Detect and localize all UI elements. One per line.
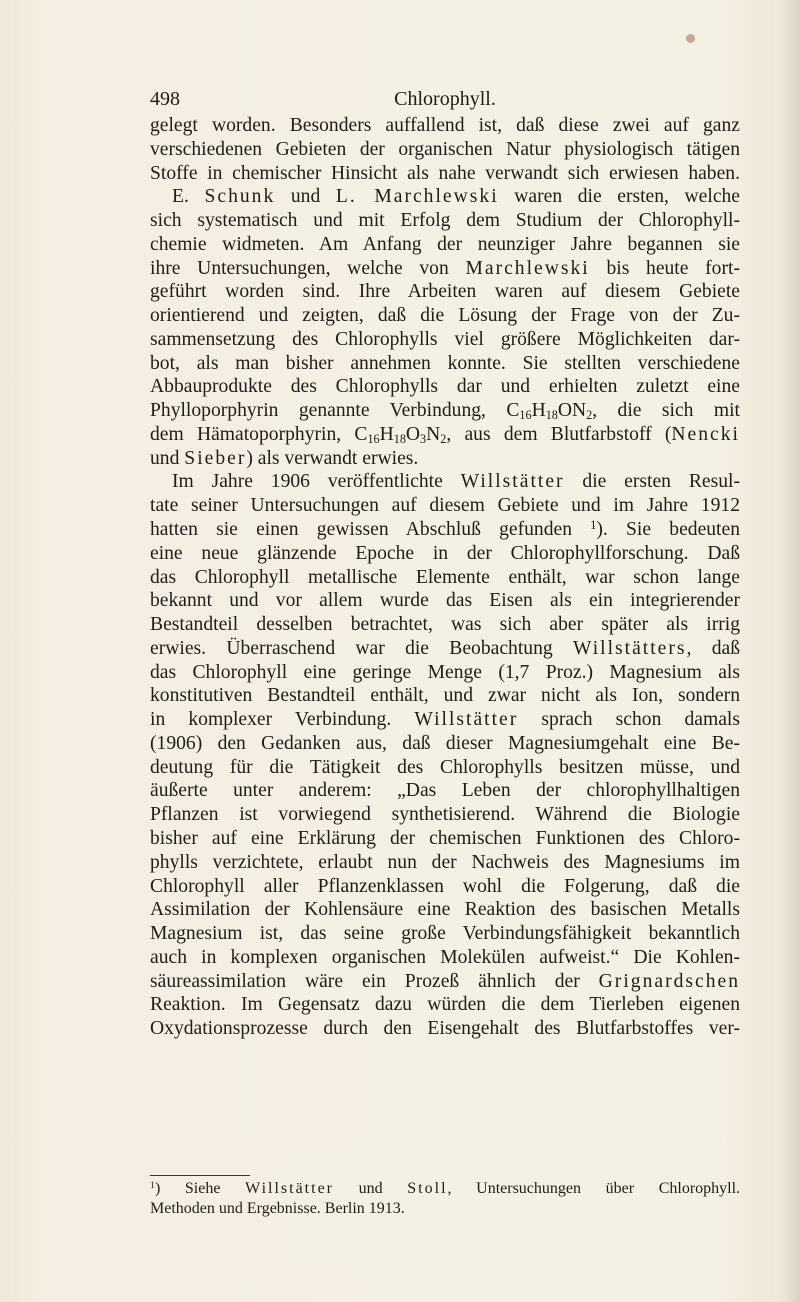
text-span: ihre Untersuchungen, welche von [150, 257, 449, 279]
subscript: 16 [519, 408, 532, 423]
text-line: eine neue glänzende Epoche in der Chlorophyllforschung. Daß [150, 542, 740, 564]
text-line [150, 447, 740, 471]
subscript: 16 [367, 431, 380, 446]
text-line: auch in komplexen organischen Molekülen aufweist.“ Die Kohlen- [150, 946, 740, 968]
footnote-ref[interactable]: 1 [590, 517, 597, 532]
text-span: bis heute fort- [606, 257, 740, 279]
text-line: gelegt worden. Besonders auffallend ist, daß diese zwei auf ganz [150, 115, 740, 136]
text-line: bekannt und vor allem wurde das Eisen als ein integrierender [150, 590, 740, 612]
text-span: ON [557, 400, 587, 422]
text-line: (1906) den Gedanken aus, daß dieser Magnesiumgehalt eine Be- [150, 732, 740, 754]
author-name: Grignardschen [598, 970, 740, 992]
text-line: deutung für die Tätigkeit des Chlorophylls besitzen müsse, und [150, 756, 740, 778]
text-span: , daß [686, 637, 741, 659]
author-name: Nencki [671, 423, 740, 445]
author-name: L. Marchlewski [335, 186, 499, 208]
subscript: 2 [586, 408, 593, 423]
text-span: , Untersuchungen über Chlorophyll. [447, 1180, 741, 1197]
text-line [150, 185, 740, 209]
text-line [150, 637, 740, 661]
text-line: verschiedenen Gebieten der organischen Natur physiologisch tätigen [150, 138, 740, 160]
author-name: Stoll [407, 1180, 448, 1197]
footnote-line: Methoden und Ergebnisse. Berlin 1913. [150, 1200, 405, 1217]
page-number: 498 [150, 88, 180, 110]
text-line [150, 708, 740, 732]
text-span: und [358, 1180, 383, 1197]
subscript: 18 [545, 408, 558, 423]
text-line [150, 518, 740, 542]
author-name: Willstätters [572, 637, 687, 659]
footnote-line [150, 1179, 740, 1199]
text-span: Phylloporphyrin genannte Verbindung, C [150, 400, 520, 422]
text-span: H [531, 400, 546, 422]
text-span: E. [172, 186, 189, 208]
body-text [150, 114, 740, 1041]
subscript: 3 [420, 431, 427, 446]
text-line: Assimilation der Kohlensäure eine Reaktion des basischen Metalls [150, 899, 740, 921]
formula-line [150, 399, 740, 423]
text-span: Im Jahre 1906 veröffentlichte [172, 471, 443, 493]
text-span: in komplexer Verbindung. [150, 709, 392, 731]
text-line: Pflanzen ist vorwiegend synthetisierend. Während die Biologie [150, 804, 740, 826]
text-line: Stoffe in chemischer Hinsicht als nahe verwandt sich erwiesen haben. [150, 162, 740, 184]
text-line: Chlorophyll aller Pflanzenklassen wohl die Folgerung, daß die [150, 875, 740, 897]
text-span: O [405, 423, 421, 445]
author-name: Sieber [184, 447, 247, 469]
text-span: , aus dem Blutfarbstoff ( [446, 423, 672, 445]
text-line: chemie widmeten. Am Anfang der neunziger Jahre begannen sie [150, 233, 740, 255]
text-span: , die sich mit [592, 400, 740, 422]
text-span: waren die ersten, welche [514, 186, 741, 208]
text-span: und [150, 447, 180, 469]
text-line: bisher auf eine Erklärung der chemischen Funktionen des Chloro- [150, 827, 740, 849]
author-name: Willstätter [414, 709, 519, 731]
text-span: säureassimilation wäre ein Prozeß ähnlich der [150, 970, 580, 992]
text-line [150, 470, 740, 494]
text-line: tate seiner Untersuchungen auf diesem Gebiete und im Jahre 1912 [150, 495, 740, 517]
text-span: dem Hämatoporphyrin, C [150, 423, 368, 445]
text-line [150, 257, 740, 281]
text-span: sprach schon damals [541, 709, 740, 731]
author-name: Schunk [204, 186, 276, 208]
footnote-divider [150, 1175, 250, 1176]
text-span: H [379, 423, 394, 445]
text-line [150, 970, 740, 994]
text-span: ) als verwandt erwies. [246, 447, 419, 469]
text-span: ). Sie bedeuten [596, 519, 740, 541]
text-line: Magnesium ist, das seine große Verbindungsfähigkeit bekanntlich [150, 923, 740, 945]
footnote [150, 1179, 740, 1219]
text-span: hatten sie einen gewissen Abschluß gefunden [150, 519, 573, 541]
text-line: äußerte unter anderem: „Das Leben der chlorophyllhaltigen [150, 780, 740, 802]
text-line: Abbauprodukte des Chlorophylls dar und erhielten zuletzt eine [150, 376, 740, 398]
author-name: Willstätter [460, 471, 565, 493]
subscript: 18 [393, 431, 406, 446]
page-edge-shadow [782, 0, 800, 1302]
text-span: ) Siehe [154, 1180, 221, 1197]
text-line: das Chlorophyll eine geringe Menge (1,7 Proz.) Magnesium als [150, 661, 740, 683]
text-line: sich systematisch und mit Erfolg dem Studium der Chlorophyll- [150, 210, 740, 232]
text-line: das Chlorophyll metallische Elemente enthält, war schon lange [150, 566, 740, 588]
footnote-marker: 1 [150, 1180, 155, 1192]
text-span: erwies. Überraschend war die Beobachtung [150, 637, 553, 659]
author-name: Willstätter [245, 1180, 334, 1197]
text-line: geführt worden sind. Ihre Arbeiten waren auf diesem Gebiete [150, 281, 740, 303]
text-line: bot, als man bisher annehmen konnte. Sie stellten verschiedene [150, 352, 740, 374]
text-line: konstitutiven Bestandteil enthält, und zwar nicht als Ion, sondern [150, 685, 740, 707]
text-span: und [290, 186, 321, 208]
subscript: 2 [440, 431, 447, 446]
running-title: Chlorophyll. [394, 88, 496, 110]
text-line: phylls verzichtete, erlaubt nun der Nachweis des Magnesiums im [150, 851, 740, 873]
text-span: die ersten Resul- [582, 471, 740, 493]
text-line: Reaktion. Im Gegensatz dazu würden die dem Tierleben eigenen [150, 994, 740, 1016]
text-line: orientierend und zeigten, daß die Lösung der Frage von der Zu- [150, 305, 740, 327]
text-line: Bestandteil desselben betrachtet, was sich aber später als irrig [150, 614, 740, 636]
formula-line [150, 423, 740, 447]
text-span: N [426, 423, 441, 445]
text-line: sammensetzung des Chlorophylls viel größere Möglichkeiten dar- [150, 328, 740, 350]
author-name: Marchlewski [465, 257, 590, 279]
text-line: Oxydationsprozesse durch den Eisengehalt des Blutfarbstoffes ver- [150, 1018, 740, 1040]
ink-spot [686, 34, 695, 43]
